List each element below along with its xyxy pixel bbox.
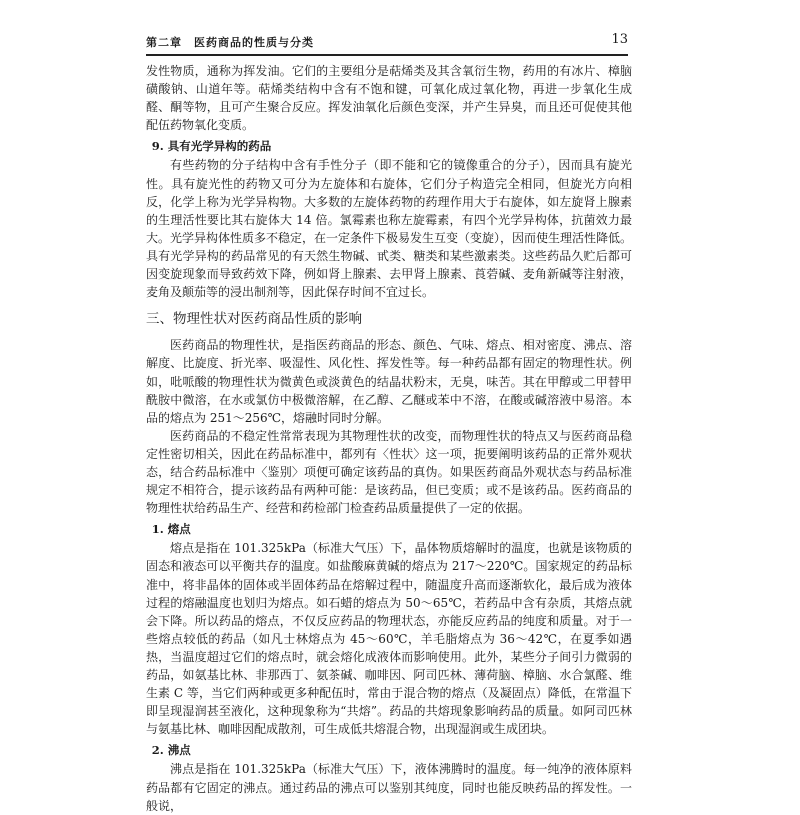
- section-heading-physical-properties: 三、物理性状对医药商品性质的影响: [146, 311, 362, 328]
- paragraph-stability: 医药商品的不稳定性常常表现为其物理性状的改变，而物理性状的特点又与医药商品稳定性密切相关，因此在药品标准中，都列有〈性状〉这一项，扼要阐明该药品的正常外观状态，结合药品标准中〈鉴别〉项便可确定该药品的真伪。如果医药商品外观状态与药品标准规定不相符合，提示该药品有两种可能：是该药品，但已变质；或不是该药品。医药商品的物理性状给药品生产、经营和药检部门检查药品质量提供了一定的依据。: [146, 428, 632, 516]
- paragraph-boiling-point: 沸点是指在 101.325kPa（标准大气压）下，液体沸腾时的温度。每一纯净的液体原料药品都有它固定的沸点。通过药品的沸点可以鉴别其纯度，同时也能反映药品的挥发性。一般说，: [146, 762, 632, 813]
- paragraph-physical-properties: 医药商品的物理性状，是指医药商品的形态、颜色、气味、熔点、相对密度、沸点、溶解度、比旋度、折光率、吸湿性、风化性、挥发性等。每一种药品都有固定的物理性状。例如，吡哌酸的物理性状为微黄色或淡黄色的结晶状粉末，无臭，味苦。其在甲醇或二甲替甲酰胺中微溶，在水或氯仿中极微溶解，在乙醇、乙醚或苯中不溶，在酸或碱溶液中易溶。本品的熔点为 251～256℃，熔融时同时分解。: [146, 338, 632, 425]
- paragraph-volatile-oils: 发性物质，通称为挥发油。它们的主要组分是萜烯类及其含氧衍生物，药用的有冰片、樟脑磺酸钠、山道年等。萜烯类结构中含有不饱和键，可氧化成过氧化物，再进一步氧化生成醛、酮等物，且可产生聚合反应。挥发油氧化后颜色变深，并产生异臭，而且还可促使其他配伍药物氧化变质。: [146, 64, 632, 133]
- paragraph-melting-point: 熔点是指在 101.325kPa（标准大气压）下，晶体物质熔解时的温度，也就是该物质的固态和液态可以平衡共存的温度。如盐酸麻黄碱的熔点为 217～220℃。国家规定的药品标准中，将非晶体的固体或半固体药品在熔解过程中，随温度升高而逐渐软化，最后成为液体过程的熔融温度也划归为熔点。如石蜡的熔点为 50～65℃，若药品中含有杂质，其熔点就会下降。所以药品的熔点，不仅反应药品的物理状态，亦能反应药品的纯度和质量。对于一些熔点较低的药品（如凡士林熔点为 45～60℃，羊毛脂熔点为 36～42℃，在夏季如遇热，当温度超过它们的熔点时，就会熔化成液体而影响使用。此外，某些分子间引力微弱的药品，如氨基比林、非那西丁、氨茶碱、咖啡因、阿司匹林、薄荷脑、樟脑、水合氯醛、维生素 C 等，当它们两种或更多种配伍时，常由于混合物的熔点（及凝固点）降低，在常温下即呈现湿润甚至液化，这种现象称为“共熔”。药品的共熔现象影响药品的质量。如阿司匹林与氨基比林、咖啡因配成散剂，可生成低共熔混合物，出现湿润或生成团块。: [146, 541, 632, 737]
- header-rule: [146, 54, 628, 56]
- heading-optical-isomers: 9. 具有光学异构的药品: [151, 139, 272, 154]
- paragraph-optical-isomers: 有些药物的分子结构中含有手性分子（即不能和它的镜像重合的分子），因而具有旋光性。具有旋光性的药物又可分为左旋体和右旋体，它们分子构造完全相同，但旋光方向相反，化学上称为光学异构物。大多数的左旋体药物的药理作用大于右旋体，如左旋肾上腺素的生理活性要比其右旋体大 14 倍。氯霉素也称左旋霉素，有四个光学异构体，抗菌效力最大。光学异构体性质多不稳定，在一定条件下极易发生互变（变旋），因而使生理活性降低。具有光学异构的药品常见的有天然生物碱、甙类、糖类和某些激素类。这些药品久贮后都可因变旋现象而导致药效下降，例如肾上腺素、去甲肾上腺素、莨菪碱、麦角新碱等注射液，麦角及颠茄等的浸出制剂等，因此保存时间不宜过长。: [146, 158, 633, 300]
- running-header: [146, 30, 628, 52]
- chapter-title: 第二章 医药商品的性质与分类: [146, 36, 314, 49]
- page-body: [146, 62, 632, 815]
- heading-melting-point: 1. 熔点: [151, 522, 191, 537]
- heading-boiling-point: 2. 沸点: [151, 743, 191, 758]
- page-number: 13: [611, 32, 628, 47]
